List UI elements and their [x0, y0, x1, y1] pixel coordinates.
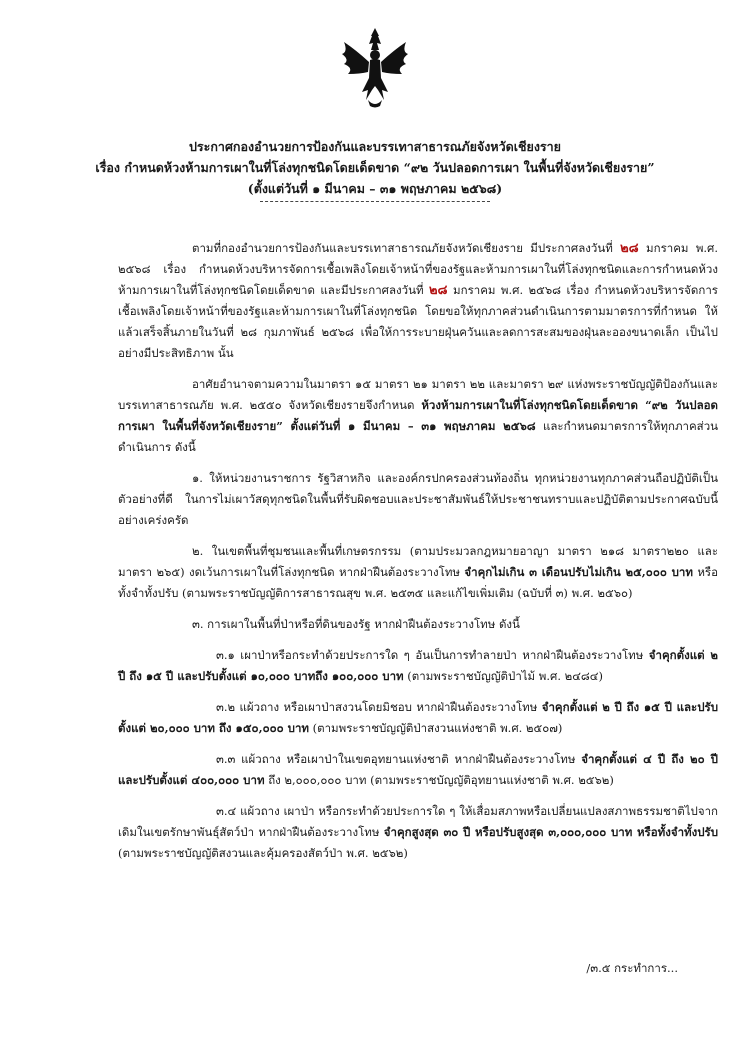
continuation-note: /๓.๕ กระทำการ... — [586, 961, 678, 975]
measure-3-3: ๓.๓ แผ้วถาง หรือเผาป่าในเขตอุทยานแห่งชาติ หากฝ่าฝืนต้องระวางโทษ จำคุกตั้งแต่ ๔ ปี ถึง ๒๐ ปี และปรับตั้งแต่ ๔๐๐,๐๐๐ บาท ถึง ๒,๐๐๐,๐๐๐ บาท (ตามพระราชบัญญัติอุทยานแห่งชาติ พ.ศ. ๒๕๖๒) — [118, 752, 718, 787]
announcement-subject: เรื่อง กำหนดห้วงห้ามการเผาในที่โล่งทุกชนิดโดยเด็ดขาด “๙๒ วันปลอดการเผา ในพื้นที่จังหวัดเชียงราย” — [95, 160, 655, 175]
handwritten-date: ๒๘ — [428, 283, 448, 298]
announcement-body — [118, 238, 718, 874]
announcement-period: (ตั้งแต่วันที่ ๑ มีนาคม – ๓๑ พฤษภาคม ๒๕๖๘) — [247, 181, 503, 196]
paragraph-authority: อาศัยอำนาจตามความในมาตรา ๑๕ มาตรา ๒๑ มาตรา ๒๒ และมาตรา ๒๙ แห่งพระราชบัญญัติป้องกันและบรรเทาสาธารณภัย พ.ศ. ๒๕๕๐ จังหวัดเชียงรายจึงกำหนด ห้วงห้ามการเผาในที่โล่งทุกชนิดโดยเด็ดขาด “๙๒ วันปลอดการเผา ในพื้นที่จังหวัดเชียงราย” ตั้งแต่วันที่ ๑ มีนาคม – ๓๑ พฤษภาคม ๒๕๖๘ และกำหนดมาตรการให้ทุกภาคส่วนดำเนินการ ดังนี้ — [118, 377, 719, 454]
paragraph-background: ตามที่กองอำนวยการป้องกันและบรรเทาสาธารณภัยจังหวัดเชียงราย มีประกาศลงวันที่ ๒๘ มกราคม พ.ศ. ๒๕๖๘ เรื่อง กำหนดห้วงบริหารจัดการเชื้อเพลิงโดยเจ้าหน้าที่ของรัฐและห้ามการเผาในที่โล่งทุกชนิดและการกำหนดห้วงห้ามการเผาในที่โล่งทุกชนิดโดยเด็ดขาด และมีประกาศลงวันที่ ๒๘ มกราคม พ.ศ. ๒๕๖๘ เรื่อง กำหนดห้วงบริหารจัดการเชื้อเพลิงโดยเจ้าหน้าที่ของรัฐและห้ามการเผาในที่โล่งทุกชนิด โดยขอให้ทุกภาคส่วนดำเนินการตามมาตรการที่กำหนด ให้แล้วเสร็จสิ้นภายในวันที่ ๒๘ กุมภาพันธ์ ๒๕๖๘ เพื่อให้การระบายฝุ่นควันและลดการสะสมของฝุ่นละอองขนาดเล็ก เป็นไปอย่างมีประสิทธิภาพ นั้น — [118, 241, 719, 360]
measure-3-4: ๓.๔ แผ้วถาง เผาป่า หรือกระทำด้วยประการใด ๆ ให้เสื่อมสภาพหรือเปลี่ยนแปลงสภาพธรรมชาติไปจากเดิมในเขตรักษาพันธุ์สัตว์ป่า หากฝ่าฝืนต้องระวางโทษ จำคุกสูงสุด ๓๐ ปี หรือปรับสูงสุด ๓,๐๐๐,๐๐๐ บาท หรือทั้งจำทั้งปรับ (ตามพระราชบัญญัติสงวนและคุ้มครองสัตว์ป่า พ.ศ. ๒๕๖๒) — [118, 804, 719, 860]
measure-3-2: ๓.๒ แผ้วถาง หรือเผาป่าสงวนโดยมิชอบ หากฝ่าฝืนต้องระวางโทษ จำคุกตั้งแต่ ๒ ปี ถึง ๑๕ ปี และปรับตั้งแต่ ๒๐,๐๐๐ บาท ถึง ๑๕๐,๐๐๐ บาท (ตามพระราชบัญญัติป่าสงวนแห่งชาติ พ.ศ. ๒๕๐๗) — [118, 700, 719, 735]
measure-3-1: ๓.๑ เผาป่าหรือกระทำด้วยประการใด ๆ อันเป็นการทำลายป่า หากฝ่าฝืนต้องระวางโทษ จำคุกตั้งแต่ ๒ ปี ถึง ๑๕ ปี และปรับตั้งแต่ ๑๐,๐๐๐ บาทถึง ๑๐๐,๐๐๐ บาท (ตามพระราชบัญญัติป่าไม้ พ.ศ. ๒๔๘๔) — [118, 648, 718, 683]
garuda-emblem-icon — [338, 28, 412, 108]
measure-3: ๓. การเผาในพื้นที่ป่าหรือที่ดินของรัฐ หากฝ่าฝืนต้องระวางโทษ ดังนี้ — [192, 617, 520, 631]
announcement-issuer: ประกาศกองอำนวยการป้องกันและบรรเทาสาธารณภัยจังหวัดเชียงราย — [189, 139, 561, 154]
header-divider — [260, 201, 490, 202]
handwritten-date: ๒๘ — [620, 241, 639, 256]
announcement-header — [60, 136, 690, 202]
measure-1: ๑. ให้หน่วยงานราชการ รัฐวิสาหกิจ และองค์กรปกครองส่วนท้องถิ่น ทุกหน่วยงานทุกภาคส่วนถือปฏิบัติเป็นตัวอย่างที่ดี ในการไม่เผาวัสดุทุกชนิดในพื้นที่รับผิดชอบและประชาสัมพันธ์ให้ประชาชนทราบและปฏิบัติตามประกาศฉบับนี้อย่างเคร่งครัด — [118, 471, 718, 527]
measure-2: ๒. ในเขตพื้นที่ชุมชนและพื้นที่เกษตรกรรม (ตามประมวลกฎหมายอาญา มาตรา ๒๑๘ มาตรา๒๒๐ และมาตรา ๒๖๕) งดเว้นการเผาในที่โล่งทุกชนิด หากฝ่าฝืนต้องระวางโทษ จำคุกไม่เกิน ๓ เดือนปรับไม่เกิน ๒๕,๐๐๐ บาท หรือทั้งจำทั้งปรับ (ตามพระราชบัญญัติการสาธารณสุข พ.ศ. ๒๕๓๕ และแก้ไขเพิ่มเติม (ฉบับที่ ๓) พ.ศ. ๒๕๖๐) — [118, 544, 718, 600]
